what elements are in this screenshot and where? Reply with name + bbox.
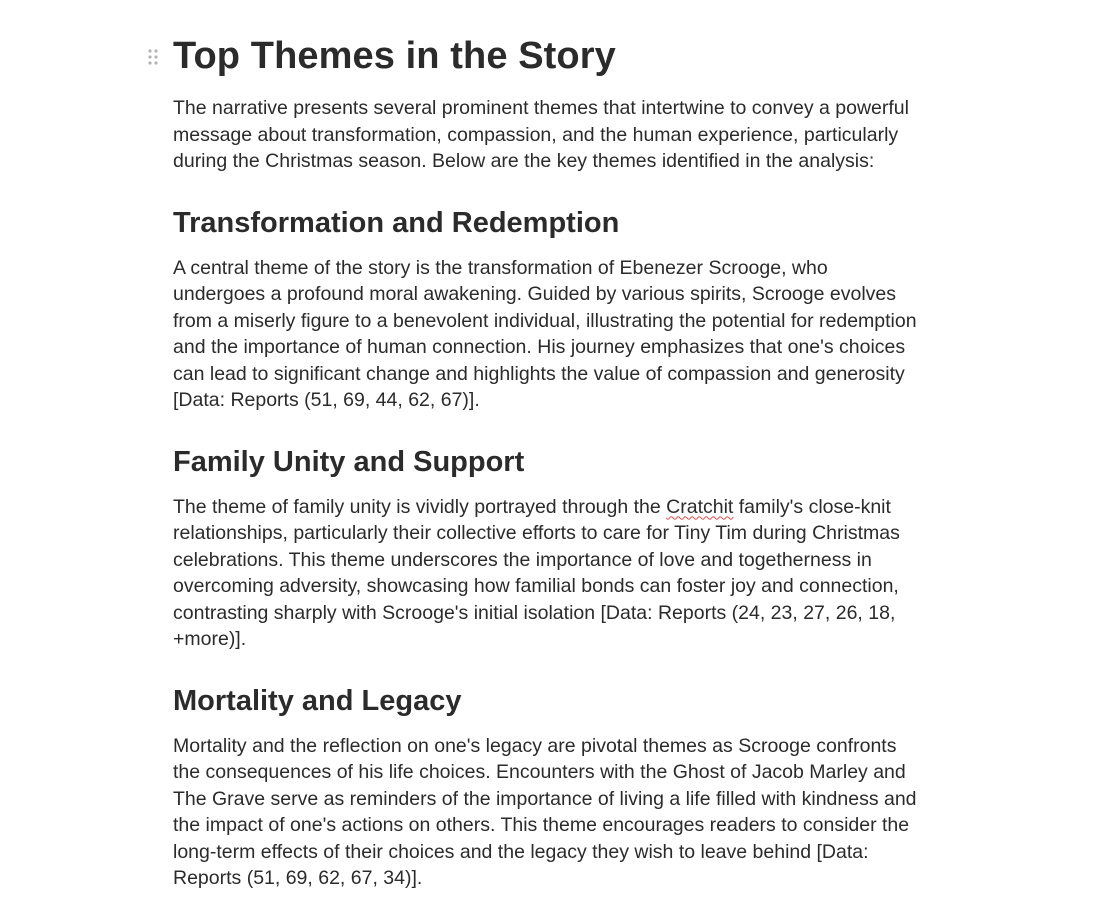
section-heading-family: Family Unity and Support (173, 445, 525, 478)
document (173, 28, 923, 892)
drag-handle-icon[interactable] (147, 48, 159, 66)
section-body-transformation: A central theme of the story is the transformation of Ebenezer Scrooge, who undergoes a profound moral awakening. Guided by various spirits, Scrooge evolves from a miserly figure to a benevolent individual, illustrating the potential for redemption and the importance of human connection. His journey emphasizes that one's choices can lead to significant change and highlights the value of compassion and generosity [Data: Reports (51, 69, 44, 62, 67)]. (173, 256, 917, 411)
section-body-family (173, 494, 923, 653)
section-heading-transformation: Transformation and Redemption (173, 206, 620, 239)
section-heading-mortality: Mortality and Legacy (173, 684, 462, 717)
page-title: Top Themes in the Story (173, 35, 616, 77)
section-body-mortality: Mortality and the reflection on one's legacy are pivotal themes as Scrooge confronts the consequences of his life choices. Encounters with the Ghost of Jacob Marley and The Grave serve as reminders of the importance of living a life filled with kindness and the impact of one's actions on others. This theme encourages readers to consider the long-term effects of their choices and the legacy they wish to leave behind [Data: Reports (51, 69, 62, 67, 34)]. (173, 734, 917, 889)
misspelled-word[interactable]: Cratchit (666, 495, 734, 518)
intro-paragraph: The narrative presents several prominent themes that intertwine to convey a powerful message about transformation, compassion, and the human experience, particularly during the Christmas season. Below are the key themes identified in the analysis: (173, 97, 909, 172)
family-body-start: The theme of family unity is vividly portrayed through the (173, 495, 667, 518)
family-body-end: family's close-knit relationships, particularly their collective efforts to care for Tiny Tim during Christmas celebrations. This theme underscores the importance of love and togetherness in overcoming adversity, showcasing how familial bonds can foster joy and connection, contrasting sharply with Scrooge's initial isolation [Data: Reports (24, 23, 27, 26, 18, +more)]. (173, 495, 900, 650)
